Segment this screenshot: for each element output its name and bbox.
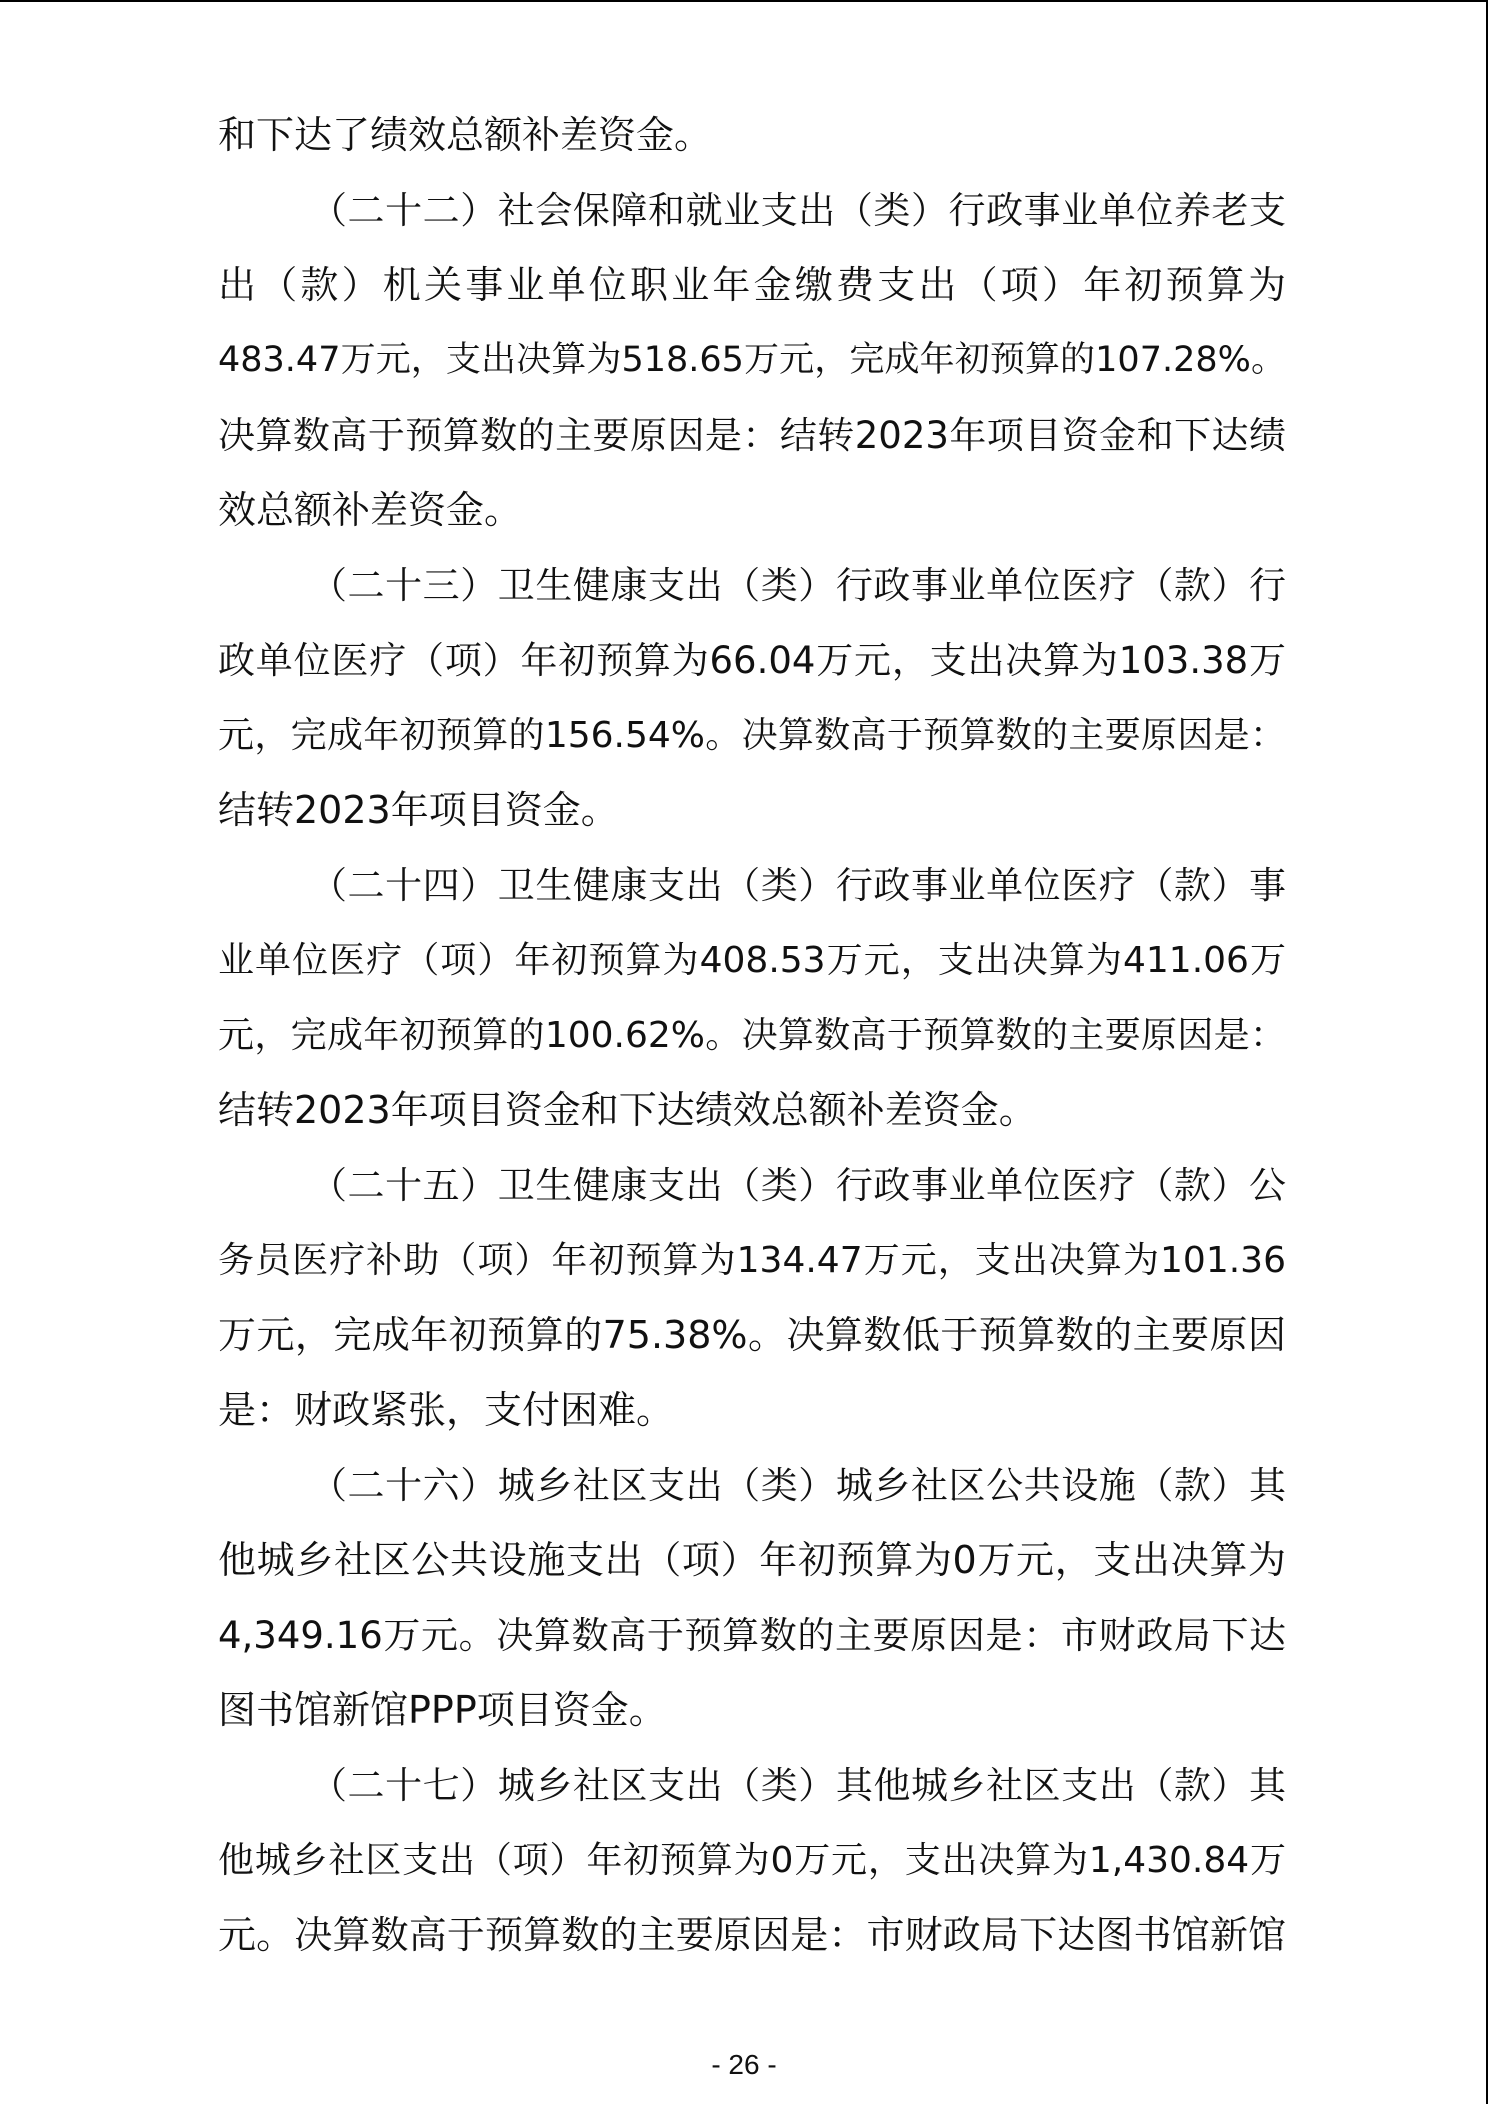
text-line: 务员医疗补助（项）年初预算为134.47万元，支出决算为101.36 [218, 1240, 1286, 1281]
document-body [218, 98, 1286, 1973]
text-line: 图书馆新馆PPP项目资金。 [218, 1688, 667, 1732]
text-line: 是：财政紧张，支付困难。 [218, 1388, 675, 1432]
text-line: 和下达了绩效总额补差资金。 [218, 113, 713, 157]
text-line: （二十二）社会保障和就业支出（类）行政事业单位养老支 [310, 189, 1286, 232]
text-line: 决算数高于预算数的主要原因是：结转2023年项目资金和下达绩 [218, 414, 1286, 457]
text-line: 元。决算数高于预算数的主要原因是：市财政局下达图书馆新馆 [218, 1913, 1286, 1957]
page-border-top [0, 0, 1488, 2]
text-line: （二十三）卫生健康支出（类）行政事业单位医疗（款）行 [310, 564, 1286, 607]
text-line: 业单位医疗（项）年初预算为408.53万元，支出决算为411.06万 [218, 940, 1286, 981]
text-line: 元，完成年初预算的156.54%。决算数高于预算数的主要原因是： [218, 715, 1286, 756]
text-line: 出（款）机关事业单位职业年金缴费支出（项）年初预算为 [218, 263, 1286, 307]
text-line: （二十四）卫生健康支出（类）行政事业单位医疗（款）事 [310, 864, 1286, 907]
text-line: 结转2023年项目资金和下达绩效总额补差资金。 [218, 1088, 1037, 1132]
text-line: （二十五）卫生健康支出（类）行政事业单位医疗（款）公 [310, 1164, 1286, 1207]
text-line: 他城乡社区公共设施支出（项）年初预算为0万元，支出决算为 [218, 1538, 1286, 1582]
text-line: 结转2023年项目资金。 [218, 788, 619, 832]
text-line: 政单位医疗（项）年初预算为66.04万元，支出决算为103.38万 [218, 639, 1286, 682]
page-number: - 26 - [711, 2049, 777, 2080]
text-line: 效总额补差资金。 [218, 488, 523, 532]
text-line: （二十七）城乡社区支出（类）其他城乡社区支出（款）其 [310, 1764, 1286, 1807]
text-line: 483.47万元，支出决算为518.65万元，完成年初预算的107.28%。 [218, 340, 1286, 380]
text-line: 万元，完成年初预算的75.38%。决算数低于预算数的主要原因 [218, 1313, 1286, 1357]
text-line: （二十六）城乡社区支出（类）城乡社区公共设施（款）其 [310, 1464, 1286, 1507]
text-line: 他城乡社区支出（项）年初预算为0万元，支出决算为1,430.84万 [218, 1840, 1286, 1881]
text-line: 4,349.16万元。决算数高于预算数的主要原因是：市财政局下达 [218, 1614, 1286, 1657]
text-line: 元，完成年初预算的100.62%。决算数高于预算数的主要原因是： [218, 1015, 1286, 1056]
